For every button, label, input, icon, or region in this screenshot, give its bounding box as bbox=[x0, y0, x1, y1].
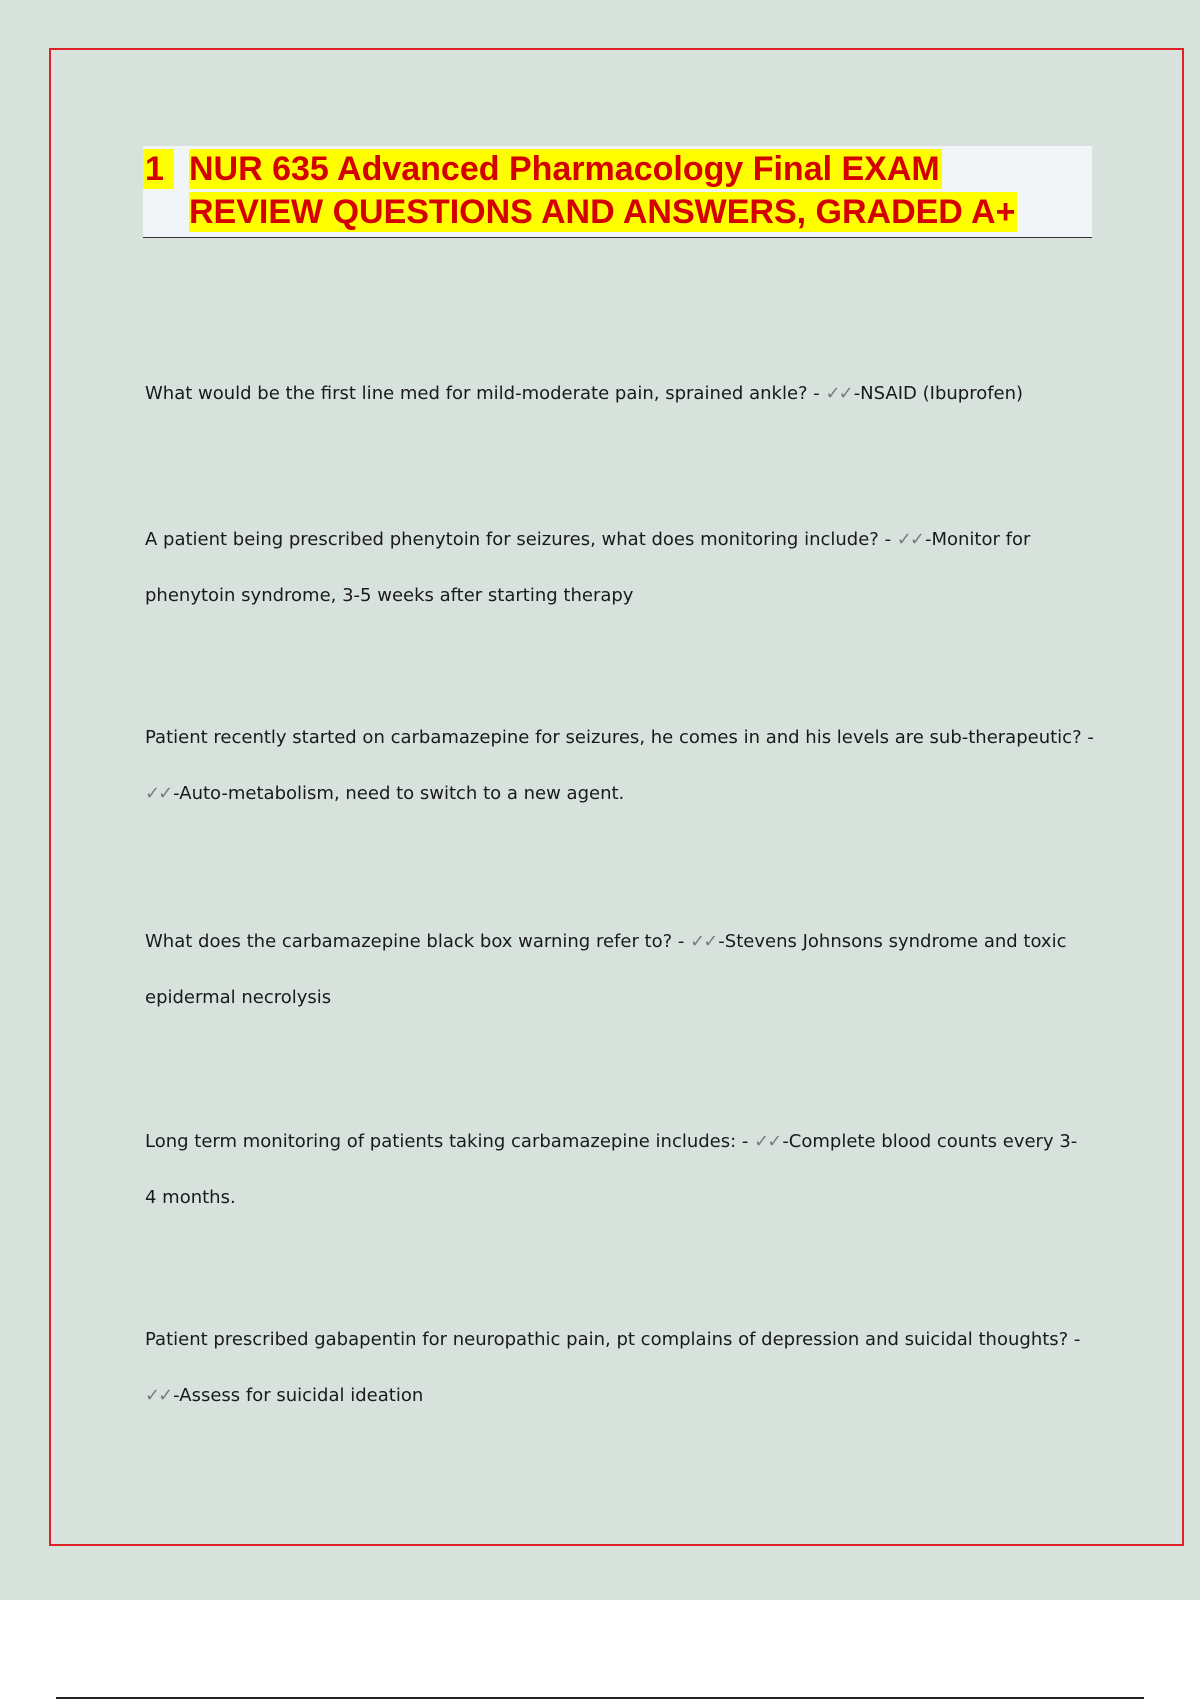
double-check-icon: ✓✓ bbox=[825, 383, 852, 404]
double-check-icon: ✓✓ bbox=[145, 1385, 172, 1406]
qa-item bbox=[145, 528, 1095, 608]
answer-text: -Monitor for bbox=[924, 529, 1031, 550]
qa-line bbox=[145, 528, 1095, 552]
answer-text: -Stevens Johnsons syndrome and toxic bbox=[718, 931, 1067, 952]
qa-line bbox=[145, 782, 1095, 806]
question-text: What does the carbamazepine black box warning refer to? - bbox=[145, 931, 691, 952]
answer-continuation: 4 months. bbox=[145, 1187, 236, 1208]
answer-text: -Complete blood counts every 3- bbox=[782, 1131, 1078, 1152]
question-text: Patient prescribed gabapentin for neuropathic pain, pt complains of depression and suicidal thoughts? - bbox=[145, 1329, 1081, 1350]
answer-continuation: phenytoin syndrome, 3-5 weeks after starting therapy bbox=[145, 585, 634, 606]
double-check-icon: ✓✓ bbox=[690, 931, 717, 952]
qa-item bbox=[145, 382, 1095, 406]
double-check-icon: ✓✓ bbox=[145, 783, 172, 804]
qa-line bbox=[145, 930, 1095, 954]
qa-line bbox=[145, 382, 1095, 406]
answer-text: -NSAID (Ibuprofen) bbox=[853, 383, 1024, 404]
page-divider bbox=[56, 1697, 1144, 1699]
question-text: A patient being prescribed phenytoin for seizures, what does monitoring include? - bbox=[145, 529, 897, 550]
qa-line bbox=[145, 1384, 1095, 1408]
qa-item bbox=[145, 726, 1095, 806]
question-text: What would be the first line med for mild-moderate pain, sprained ankle? - bbox=[145, 383, 826, 404]
title-line-1: NUR 635 Advanced Pharmacology Final EXAM bbox=[189, 150, 940, 188]
qa-item bbox=[145, 930, 1095, 1010]
double-check-icon: ✓✓ bbox=[896, 529, 923, 550]
title-line-2: REVIEW QUESTIONS AND ANSWERS, GRADED A+ bbox=[189, 193, 1016, 231]
question-text: Patient recently started on carbamazepine for seizures, he comes in and his levels are sub-therapeutic? - bbox=[145, 727, 1094, 748]
answer-text: -Assess for suicidal ideation bbox=[173, 1385, 424, 1406]
qa-item bbox=[145, 1130, 1095, 1210]
question-text: Long term monitoring of patients taking carbamazepine includes: - bbox=[145, 1131, 755, 1152]
answer-continuation: epidermal necrolysis bbox=[145, 987, 332, 1008]
document-title bbox=[143, 146, 1092, 238]
title-number: 1 bbox=[143, 149, 174, 189]
answer-text: -Auto-metabolism, need to switch to a new agent. bbox=[173, 783, 625, 804]
qa-item bbox=[145, 1328, 1095, 1408]
qa-line bbox=[145, 1130, 1095, 1154]
double-check-icon: ✓✓ bbox=[754, 1131, 781, 1152]
